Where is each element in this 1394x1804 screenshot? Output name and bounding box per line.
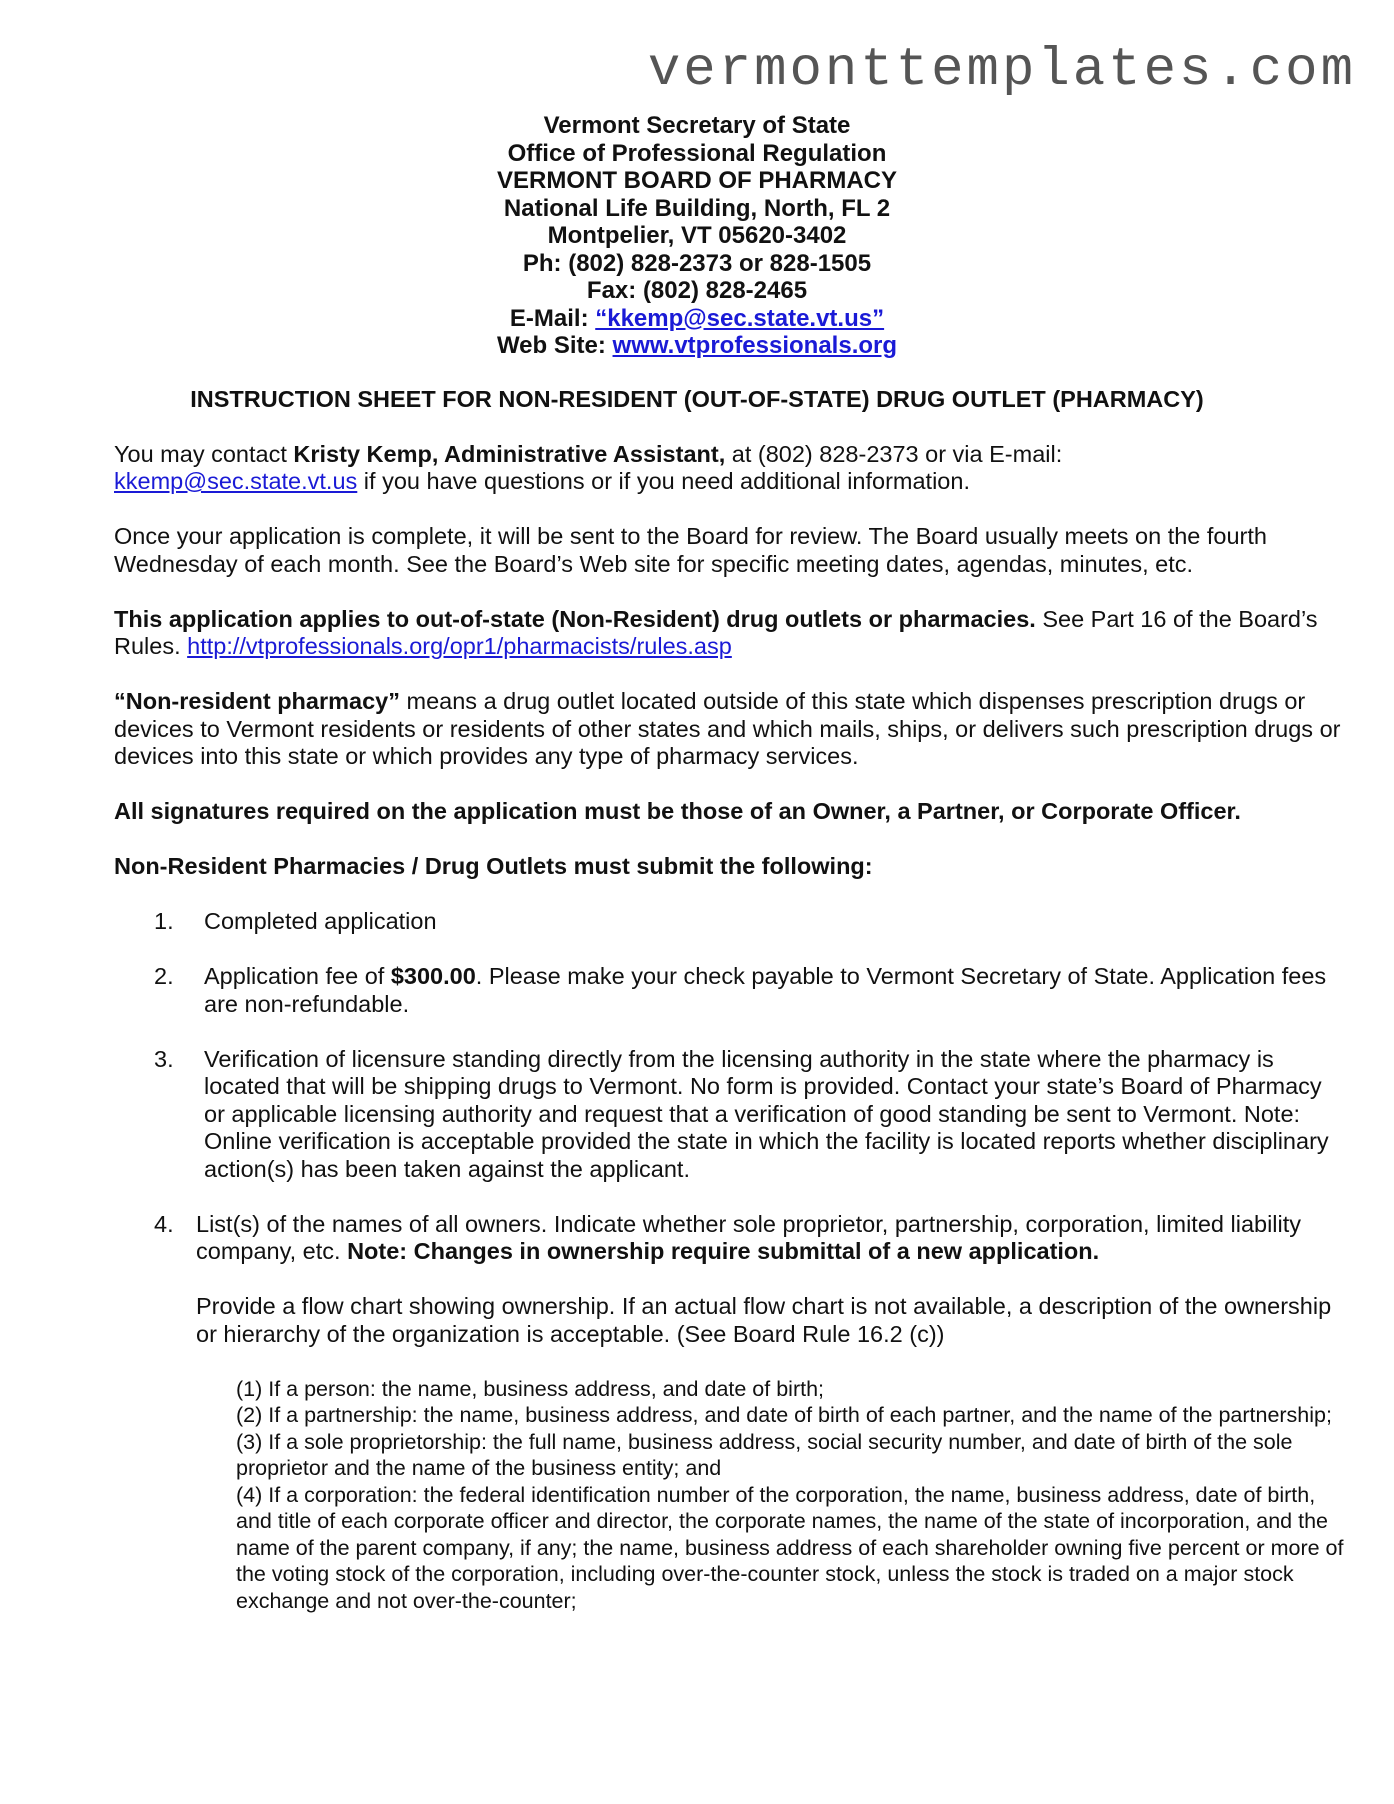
list-number: 2. <box>154 963 174 989</box>
applies-paragraph <box>114 606 1344 661</box>
definition-term: “Non-resident pharmacy” <box>114 688 400 714</box>
contact-paragraph <box>114 441 1344 496</box>
header-fax: Fax: (802) 828-2465 <box>586 277 808 304</box>
list-item <box>114 1211 1344 1266</box>
flow-chart-paragraph: Provide a flow chart showing ownership. If an actual flow chart is not available, a description of the ownership or hierarchy of the organization is acceptable. (See Board Rule 16.2 (c)) <box>196 1293 1332 1347</box>
ownership-note: Note: Changes in ownership require submittal of a new application. <box>347 1238 1100 1264</box>
header-email-link[interactable]: “kkemp@sec.state.vt.us” <box>595 304 885 332</box>
letterhead <box>0 112 1394 360</box>
applies-bold: This application applies to out-of-state (Non-Resident) drug outlets or pharmacies. <box>114 605 1036 632</box>
rules-link[interactable]: http://vtprofessionals.org/opr1/pharmacists/rules.asp <box>187 633 732 659</box>
list-text: . Please make your check payable to Vermont Secretary of State. Application fees are non-refundable. <box>204 963 1327 1017</box>
list-text: Application fee of <box>204 963 391 989</box>
definition-paragraph <box>114 688 1344 771</box>
list-item <box>114 1046 1344 1184</box>
list-item <box>114 963 1344 1018</box>
submit-heading: Non-Resident Pharmacies / Drug Outlets must submit the following: <box>114 853 873 879</box>
sublist-item: (1) If a person: the name, business address, and date of birth; <box>236 1376 825 1401</box>
list-text: Verification of licensure standing directly from the licensing authority in the state where the pharmacy is located that will be shipping drugs to Vermont. No form is provided. Contact your state’s Board of Pharmacy or applicable licensing authority and request that a verification of good standing be sent to Vermont. Note: Online verification is acceptable provided the state in which the facility is located reports whether disciplinary action(s) has been taken against the applicant. <box>204 1045 1329 1182</box>
list-number: 3. <box>154 1045 174 1072</box>
list-text: List(s) of the names of all owners. Indicate whether sole proprietor, partnership, corporation, limited liability company, etc. <box>196 1210 1302 1264</box>
header-line: VERMONT BOARD OF PHARMACY <box>497 167 897 194</box>
contact-prefix: You may contact <box>114 440 294 467</box>
list-item <box>114 908 1344 936</box>
web-label: Web Site: <box>496 332 613 359</box>
review-paragraph: Once your application is complete, it will be sent to the Board for review. The Board usually meets on the fourth Wednesday of each month. See the Board’s Web site for specific meeting dates, agendas, minutes, etc. <box>114 523 1267 577</box>
header-line: National Life Building, North, FL 2 <box>503 194 891 222</box>
sublist-item: (3) If a sole proprietorship: the full name, business address, social security number, and date of birth of the sole proprietor and the name of the business entity; and <box>236 1429 1293 1480</box>
page-title: INSTRUCTION SHEET FOR NON-RESIDENT (OUT-OF-STATE) DRUG OUTLET (PHARMACY) <box>190 386 1204 412</box>
email-label: E-Mail: <box>509 304 596 332</box>
document-body <box>114 386 1344 1614</box>
contact-middle: at (802) 828-2373 or via E-mail: <box>725 440 1063 467</box>
ownership-requirements-list <box>114 1376 1344 1615</box>
contact-suffix: if you have questions or if you need additional information. <box>357 468 970 494</box>
sublist-item: (4) If a corporation: the federal identification number of the corporation, the name, business address, date of birth, and title of each corporate officer and director, the corporate names, the name of the state of incorporation, and the name of the parent company, if any; the name, business address of each shareholder owning five percent or more of the voting stock of the corporation, including over-the-counter stock, unless the stock is traded on a major stock exchange and not over-the-counter; <box>236 1482 1344 1613</box>
contact-email-link[interactable]: kkemp@sec.state.vt.us <box>114 468 358 494</box>
list-text: Completed application <box>204 908 437 934</box>
list-number: 1. <box>154 908 174 934</box>
header-line: Office of Professional Regulation <box>507 139 887 167</box>
list-number: 4. <box>154 1210 174 1237</box>
header-phone: Ph: (802) 828-2373 or 828-1505 <box>522 249 872 277</box>
signatures-paragraph: All signatures required on the application must be those of an Owner, a Partner, or Corporate Officer. <box>114 798 1241 824</box>
header-email-line <box>0 305 1394 333</box>
definition-text: means a drug outlet located outside of this state which dispenses prescription drugs or devices to Vermont residents or residents of other states and which mails, ships, or delivers such prescription drugs or devices into this state or which provides any type of pharmacy services. <box>114 688 1341 769</box>
applies-text: See Part 16 of the Board’s Rules. <box>114 605 1318 659</box>
contact-name: Kristy Kemp, Administrative Assistant, <box>293 440 726 467</box>
watermark-text: vermonttemplates.com <box>647 40 1356 101</box>
header-line: Vermont Secretary of State <box>543 112 851 139</box>
sublist-item: (2) If a partnership: the name, business address, and date of birth of each partner, and the name of the partnership; <box>236 1403 1332 1427</box>
fee-amount: $300.00 <box>390 963 476 989</box>
header-web-link[interactable]: www.vtprofessionals.org <box>612 332 898 359</box>
header-web-line <box>0 332 1394 360</box>
header-line: Montpelier, VT 05620-3402 <box>547 222 847 249</box>
